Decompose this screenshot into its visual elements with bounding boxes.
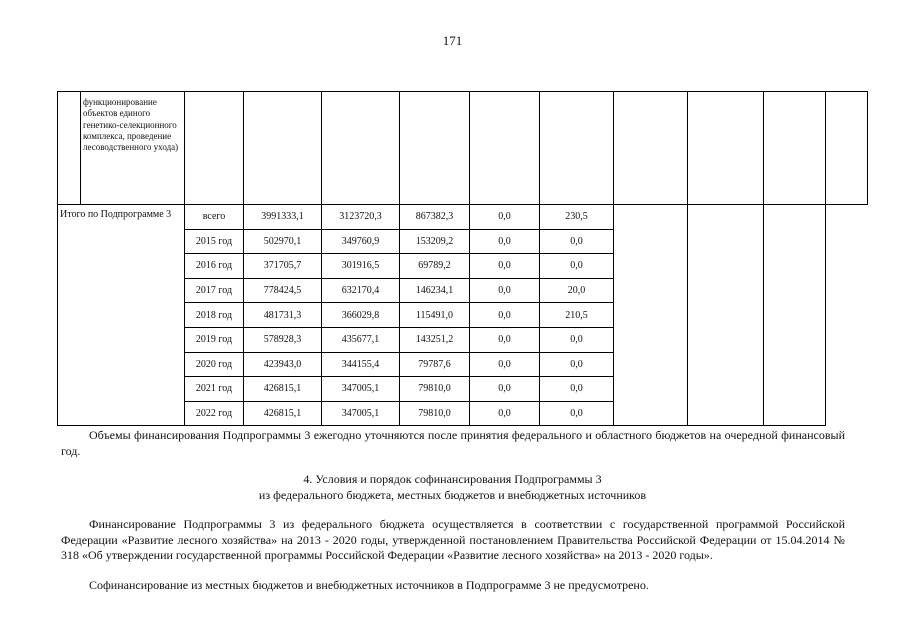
- value-cell: 366029,8: [322, 303, 400, 328]
- value-cell: 481731,3: [244, 303, 322, 328]
- financing-table: [57, 91, 868, 426]
- period-cell: всего: [185, 205, 244, 230]
- value-cell: 230,5: [540, 205, 614, 230]
- period-cell: 2016 год: [185, 254, 244, 279]
- value-cell: 0,0: [470, 229, 540, 254]
- value-cell: 0,0: [540, 327, 614, 352]
- value-cell: 79810,0: [400, 401, 470, 426]
- value-cell: 20,0: [540, 278, 614, 303]
- value-cell: 0,0: [470, 327, 540, 352]
- value-cell: 423943,0: [244, 352, 322, 377]
- period-cell: 2019 год: [185, 327, 244, 352]
- value-cell: 426815,1: [244, 401, 322, 426]
- empty-cell-b: [688, 205, 764, 426]
- value-cell: 0,0: [470, 377, 540, 402]
- value-cell: 0,0: [540, 352, 614, 377]
- period-cell: 2022 год: [185, 401, 244, 426]
- value-cell: 301916,5: [322, 254, 400, 279]
- value-cell: 0,0: [540, 401, 614, 426]
- section-heading-line2: из федерального бюджета, местных бюджетов и внебюджетных источников: [258, 488, 647, 502]
- period-cell: 2020 год: [185, 352, 244, 377]
- table-row: [58, 92, 868, 205]
- period-cell: 2021 год: [185, 377, 244, 402]
- value-cell: 0,0: [470, 352, 540, 377]
- value-cell: 153209,2: [400, 229, 470, 254]
- cofinancing-paragraph: Финансирование Подпрограммы 3 из федерального бюджета осуществляется в соответствии с государственной программой Российской Федерации «Развитие лесного хозяйства» на 2013 - 2020 годы, утвержденной постановлением Правительства Российской Федерации от 15.04.2014 № 318 «Об утверждении государственной программы Российской Федерации «Развитие лесного хозяйства» на 2013 - 2020 годы».: [61, 517, 845, 562]
- period-cell: 2017 год: [185, 278, 244, 303]
- value-cell: 210,5: [540, 303, 614, 328]
- value-cell: 79787,6: [400, 352, 470, 377]
- section-heading-line1: 4. Условия и порядок софинансирования Подпрограммы 3: [303, 472, 602, 486]
- value-cell: 69789,2: [400, 254, 470, 279]
- value-cell: 0,0: [470, 278, 540, 303]
- table-row: [58, 205, 868, 230]
- value-cell: 426815,1: [244, 377, 322, 402]
- value-cell: 143251,2: [400, 327, 470, 352]
- value-cell: 3123720,3: [322, 205, 400, 230]
- page-number: 171: [442, 33, 463, 48]
- value-cell: 347005,1: [322, 377, 400, 402]
- value-cell: 371705,7: [244, 254, 322, 279]
- value-cell: 778424,5: [244, 278, 322, 303]
- empty-cell-c: [764, 205, 826, 426]
- value-cell: 0,0: [540, 254, 614, 279]
- value-cell: 0,0: [470, 401, 540, 426]
- value-cell: 0,0: [470, 205, 540, 230]
- financing-note: Объемы финансирования Подпрограммы 3 ежегодно уточняются после принятия федерального и областного бюджетов на очередной финансовый год.: [61, 428, 845, 458]
- value-cell: 79810,0: [400, 377, 470, 402]
- value-cell: 632170,4: [322, 278, 400, 303]
- value-cell: 146234,1: [400, 278, 470, 303]
- no-cofinancing-paragraph: Софинансирование из местных бюджетов и внебюджетных источников в Подпрограмме 3 не предусмотрено.: [89, 578, 649, 592]
- period-cell: 2015 год: [185, 229, 244, 254]
- value-cell: 3991333,1: [244, 205, 322, 230]
- period-cell: 2018 год: [185, 303, 244, 328]
- value-cell: 0,0: [470, 254, 540, 279]
- value-cell: 0,0: [470, 303, 540, 328]
- value-cell: 502970,1: [244, 229, 322, 254]
- total-label: Итого по Подпрограмме 3: [58, 205, 185, 426]
- value-cell: 578928,3: [244, 327, 322, 352]
- value-cell: 347005,1: [322, 401, 400, 426]
- empty-cell-a: [614, 205, 688, 426]
- value-cell: 867382,3: [400, 205, 470, 230]
- value-cell: 349760,9: [322, 229, 400, 254]
- value-cell: 0,0: [540, 377, 614, 402]
- value-cell: 0,0: [540, 229, 614, 254]
- value-cell: 344155,4: [322, 352, 400, 377]
- value-cell: 115491,0: [400, 303, 470, 328]
- value-cell: 435677,1: [322, 327, 400, 352]
- measure-description: функционирование объектов единого генетико-селекционного комплекса, проведение лесоводственного ухода): [81, 92, 185, 205]
